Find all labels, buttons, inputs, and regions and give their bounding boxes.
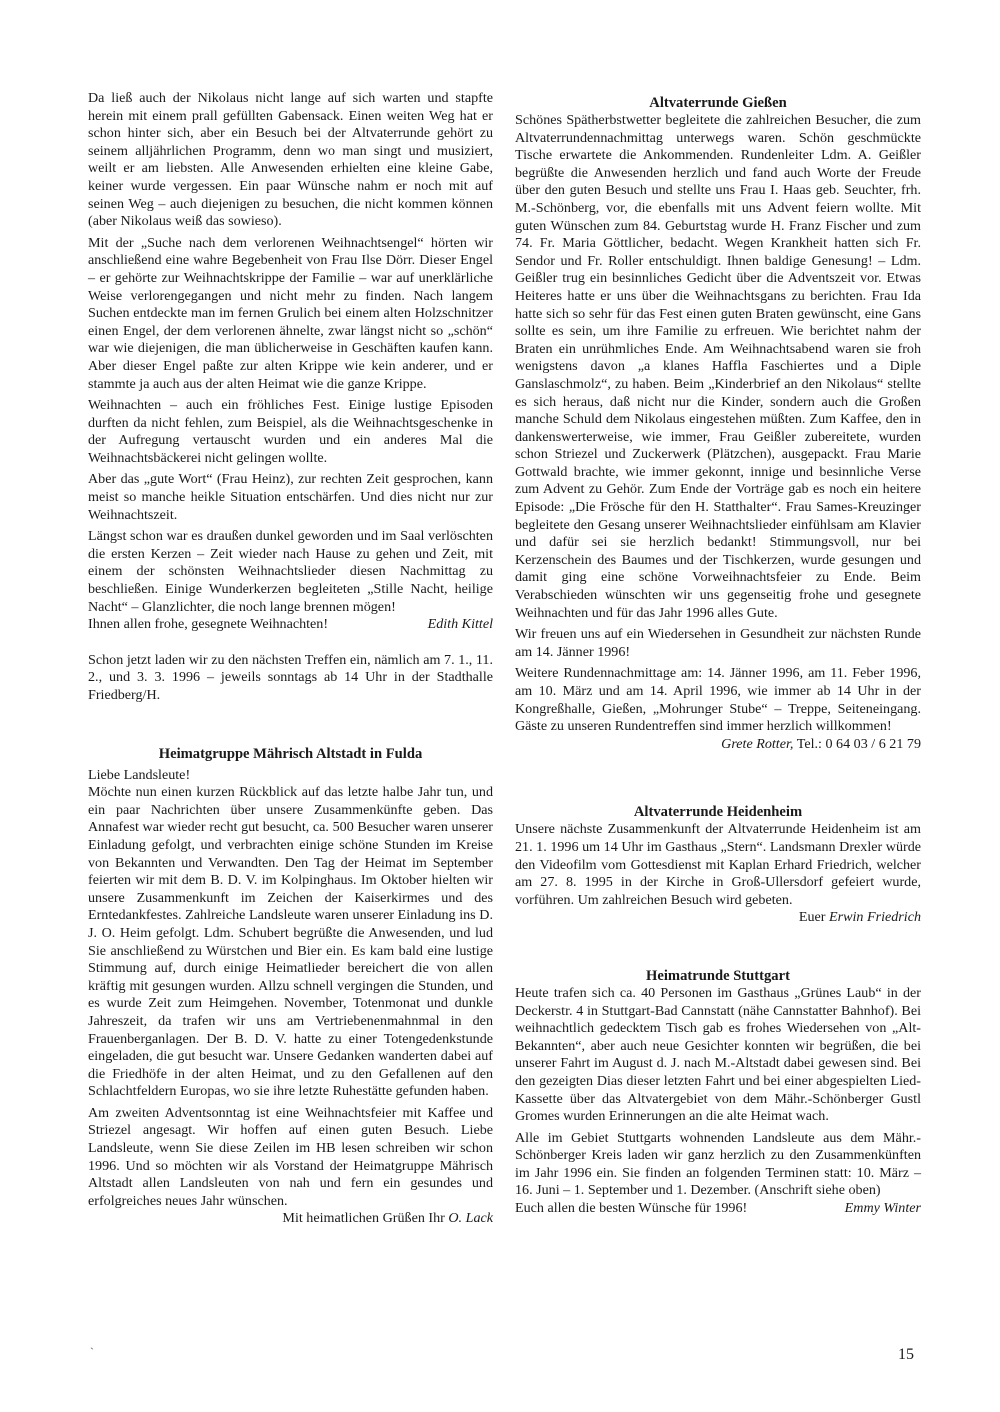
section-title: Altvaterrunde Gießen	[649, 95, 787, 111]
salutation: Liebe Landsleute!	[88, 766, 191, 783]
invitation-text: Schon jetzt laden wir zu den nächsten Treffen ein, nämlich am 7. 1., 11. 2., und 3. 3. 1996 – jeweils sonntags ab 14 Uhr in der Stadthalle Friedberg/H.	[88, 651, 493, 703]
author-signature: Emmy Winter	[844, 1200, 921, 1217]
author-signature: Grete Rotter,	[721, 735, 794, 752]
stray-mark: ˋ	[90, 1345, 94, 1359]
signoff-line	[88, 1210, 493, 1228]
article-paragraph: Heute trafen sich ca. 40 Personen im Gasthaus „Grünes Laub“ in der Deckerstr. 4 in Stuttgart-Bad Cannstatt (nähe Cannstatter Bahnhof). Bei weihnachtlich gedecktem Tisch gab es frohes Wiedersehen von „Alt-Bekannten“, aber auch neue Gesichter konnten wir begrüßen, die bei unserer Fahrt im August d. J. nach M.-Altstadt dabei gewesen sind. Bei den gezeigten Dias dieser letzten Fahrt und bei einer abgespielten Lied-Kassette über das Altvatergebiet von dem Mähr.-Schönberger Gustl Gromes wurden Erinnerungen an die alte Heimat wach.	[515, 984, 921, 1125]
article-paragraph: Weihnachten – auch ein fröhliches Fest. Einige lustige Episoden durften da nicht fehlen, zum Beispiel, als die Weihnachtsgeschenke in der Aufregung vertauscht wurden und ein anderes Mal die Weihnachtsbäckerei nicht gelingen wollte.	[88, 397, 493, 466]
left-column	[88, 90, 493, 1232]
author-signature: O. Lack	[448, 1210, 493, 1227]
right-column	[515, 94, 921, 1218]
article-paragraph: Alle im Gebiet Stuttgarts wohnenden Landsleute aus dem Mähr.-Schönberger Kreis laden wir ganz herzlich zu den Zusammenkünften im Jahr 1996 ein. Sie finden an folgenden Terminen statt: 10. März – 16. Juni – 1. September und 1. Dezember. (Anschrift siehe oben)	[515, 1129, 921, 1199]
phone-number: Tel.: 0 64 03 / 6 21 79	[796, 735, 921, 752]
signoff-line	[515, 736, 921, 754]
closing-line	[88, 616, 493, 634]
article-paragraph: Am zweiten Adventsonntag ist eine Weihnachtsfeier mit Kaffee und Striezel angesagt. Wir hoffen auf einen guten Besuch. Liebe Landsleute, wenn Sie diese Zeilen im HB lesen schreiben wir schon 1996. Und so möchten wir als Vorstand der Heimatgruppe Mährisch Altstadt allen Landsleuten von nah und fern ein gesundes und erfolgreiches neues Jahr wünschen.	[88, 1104, 493, 1209]
closing-text: Euch allen die besten Wünsche für 1996!	[515, 1200, 748, 1217]
author-signature: Edith Kittel	[427, 616, 493, 633]
schedule-body: Weitere Rundennachmittage am: 14. Jänner 1996, am 11. Feber 1996, am 10. März und am 14. April 1996, wie immer ab 14 Uhr in der Kongreßhalle, Gießen, „Mohrunger Stube“ – Treppe, Seiteneingang. Gäste zu unseren Rundentreffen sind immer herzlich willkommen!	[515, 665, 921, 735]
section-title: Heimatgruppe Mährisch Altstadt in Fulda	[158, 745, 423, 762]
article-paragraph: Da ließ auch der Nikolaus nicht lange auf sich warten und stapfte herein mit einem prall gefüllten Gabensack. Einen weiten Weg hat er schon hinter sich, aber ein Besuch bei der Altvaterrunde gehört zu seinem alljährlichen Programm, denn wo man singt und musiziert, weilt er am liebsten. Alle Anwesenden erhielten eine kleine Gabe, keiner wurde vergessen. Ein paar Wünsche nahm er noch mit auf seinen Weg – auch diejenigen zu besuchen, die nicht kommen können (aber Nikolaus weiß das sowieso).	[88, 90, 493, 230]
section-title: Heimatrunde Stuttgart	[646, 967, 790, 984]
author-signature: Erwin Friedrich	[829, 909, 921, 926]
signoff-line	[515, 909, 921, 927]
article-paragraph: Möchte nun einen kurzen Rückblick auf das letzte halbe Jahr tun, und ein paar Nachrichten über unsere Zusammenkünfte geben. Das Annafest war wieder recht gut besucht, ca. 500 Besucher waren unserer Einladung gefolgt, und verbrachten einige schöne Stunden im Kreise von Bekannten und Verwandten. Den Tag der Heimat im September feierten wir mit dem B. D. V. im Kolpinghaus. Im Oktober hielten wir unsere Zusammenkunft im Zeichen der Kaiserkirmes und des Erntedankfestes. Zahlreiche Landsleute waren unserer Einladung ins D. J. O. Heim gefolgt. Ldm. Schubert begrüßte die Anwesenden, und lud Sie anschließend zu Würstchen und Bier ein. Es kam bald eine lustige Stimmung auf, durch einige Heimatlieder bereichert die von allen kräftig mit gesungen wurden. Allzu schnell vergingen die Stunden, und es wurde Zeit zum Heimgehen. November, Totenmonat und dunkle Jahreszeit, da trafen wir uns am Vertriebenenmahnmal in den Frauenberganlagen. Der B. D. V. hatte zu einer Totengedenkstunde eingeladen, die gut besucht war. Unsere Gedanken wanderten dabei auf die Friedhöfe in der alten Heimat, und zu den Gefallenen auf den Schlachtfeldern Europas, wo sie ihre letzte Ruhestätte gefunden haben.	[88, 784, 493, 1100]
article-paragraph: Schönes Spätherbstwetter begleitete die zahlreichen Besucher, die zum Altvaterrundennachmittag unterwegs waren. Schön geschmückte Tische erwartete die Ankommenden. Rundenleiter Ldm. A. Geißler begrüßte die Anwesenden herzlich und fand auch Worte der Freude über den guten Besuch und stellte uns Frau I. Haas geb. Seuchter, frh. M.-Schönberg, vor, die ebenfalls mit uns Advent feiern wollte. Mit guten Wünschen zum 84. Geburtstag wurde H. Franz Fischer und zum 74. Fr. Maria Göttlicher, bedacht. Wegen Krankheit hatten sich Fr. Sendor und Fr. Roller entschuldigt. Ihnen baldige Genesung! – Ldm. Geißler trug ein besinnliches Gedicht über die Adventszeit vor. Etwas Heiteres hatte er uns über die Weihnachtsgans zu berichten. Frau Ida hatte sich so sehr für das Fest einen guten Braten gewünscht, eine Gans sollte es sein, um ihre Familie zu erfreuen. Wie berichtet nahm der Braten ein unrühmliches Ende. Am Weihnachtsabend waren sie froh wenigstens davon „a klanes Haffla Faschiertes und a Diple Ganslaschmolz“, zu haben. Beim „Kinderbrief an den Nikolaus“ stellte es sich heraus, daß nicht nur die Kinder, sondern auch die Großen manche Schuld dem Nikolaus eingestehen müßten. Zum Kaffee, den in dankenswerterweise, wie immer, Frau Geißler zubereitete, wurden schon Striezel und Zuckerwerk (Plätzchen), ausgepackt. Frau Marie Gottwald brachte, wie immer gekonnt, innige und besinnliche Verse zum Advent zu Gehör. Zum Ende der Vorträge gab es noch ein heitere Episode: „Die Frösche für den H. Statthalter“. Frau Sames-Kreuzinger begleitete den Gesang unserer Weihnachtslieder einfühlsam am Klavier und dafür sei sie herzlich bedankt! Stimmungsvoll, nur bei Kerzenschein des Baumes und der Tischkerzen, wurde gesungen und damit ging eine schöne Vorweihnachtsfeier zu Ende. Beim Verabschieden wünschten wir uns gegenseitig frohe und gesegnete Weihnachten und für das Jahr 1996 alles Gute.	[515, 112, 921, 621]
article-paragraph: Längst schon war es draußen dunkel geworden und im Saal verlöschten die ersten Kerzen – Zeit wieder nach Hause zu gehen und Zeit, mit einem der schönsten Weihnachtslieder diesen Nachmittag zu beschließen. Einige Wunderkerzen begleiteten „Stille Nacht, heilige Nacht“ – Glanzlichter, die noch lange brennen mögen!	[88, 528, 493, 615]
closing-text: Ihnen allen frohe, gesegnete Weihnachten!	[88, 616, 329, 633]
closing-line	[515, 1200, 921, 1218]
article-paragraph: Mit der „Suche nach dem verlorenen Weihnachtsengel“ hörten wir anschließend eine wahre Begebenheit von Frau Ilse Dörr. Dieser Engel – er gehörte zur Weihnachtskrippe der Familie – war auf unerklärliche Weise verlorengegangen und nicht mehr zu finden. Nach langem Suchen entdeckte man im fernen Grulich bei einem alten Holzschnitzer einen Engel, der dem verlorenen ähnelte, zwar längst nicht so „schön“ war wie diejenigen, die man üblicherweise in Geschäften kaufen kann. Aber dieser Engel paßte zur alten Krippe wie kein anderer, und er stammte ja auch aus der alten Heimat wie die ganze Krippe.	[88, 234, 493, 392]
page-number: 15	[898, 1346, 914, 1363]
schedule-text	[515, 665, 921, 735]
article-paragraph: Wir freuen uns auf ein Wiedersehen in Gesundheit zur nächsten Runde am 14. Jänner 1996!	[515, 626, 921, 660]
signoff-text: Euer	[798, 909, 826, 926]
article-paragraph: Aber das „gute Wort“ (Frau Heinz), zur rechten Zeit gesprochen, kann meist so manche heikle Situation entschärfen. Und dies nicht nur zur Weihnachtszeit.	[88, 471, 493, 523]
section-title: Altvaterrunde Heidenheim	[633, 804, 803, 821]
signoff-text: Mit heimatlichen Grüßen Ihr	[282, 1210, 445, 1227]
article-paragraph: Unsere nächste Zusammenkunft der Altvaterrunde Heidenheim ist am 21. 1. 1996 um 14 Uhr im Gasthaus „Stern“. Landsmann Drexler würde den Videofilm vom Gottesdienst mit Kaplan Erhard Friedrich, welcher am 27. 8. 1995 in der Kirche in Groß-Ullersdorf gefeiert wurde, vorführen. Um zahlreichen Besuch wird gebeten.	[515, 821, 921, 908]
